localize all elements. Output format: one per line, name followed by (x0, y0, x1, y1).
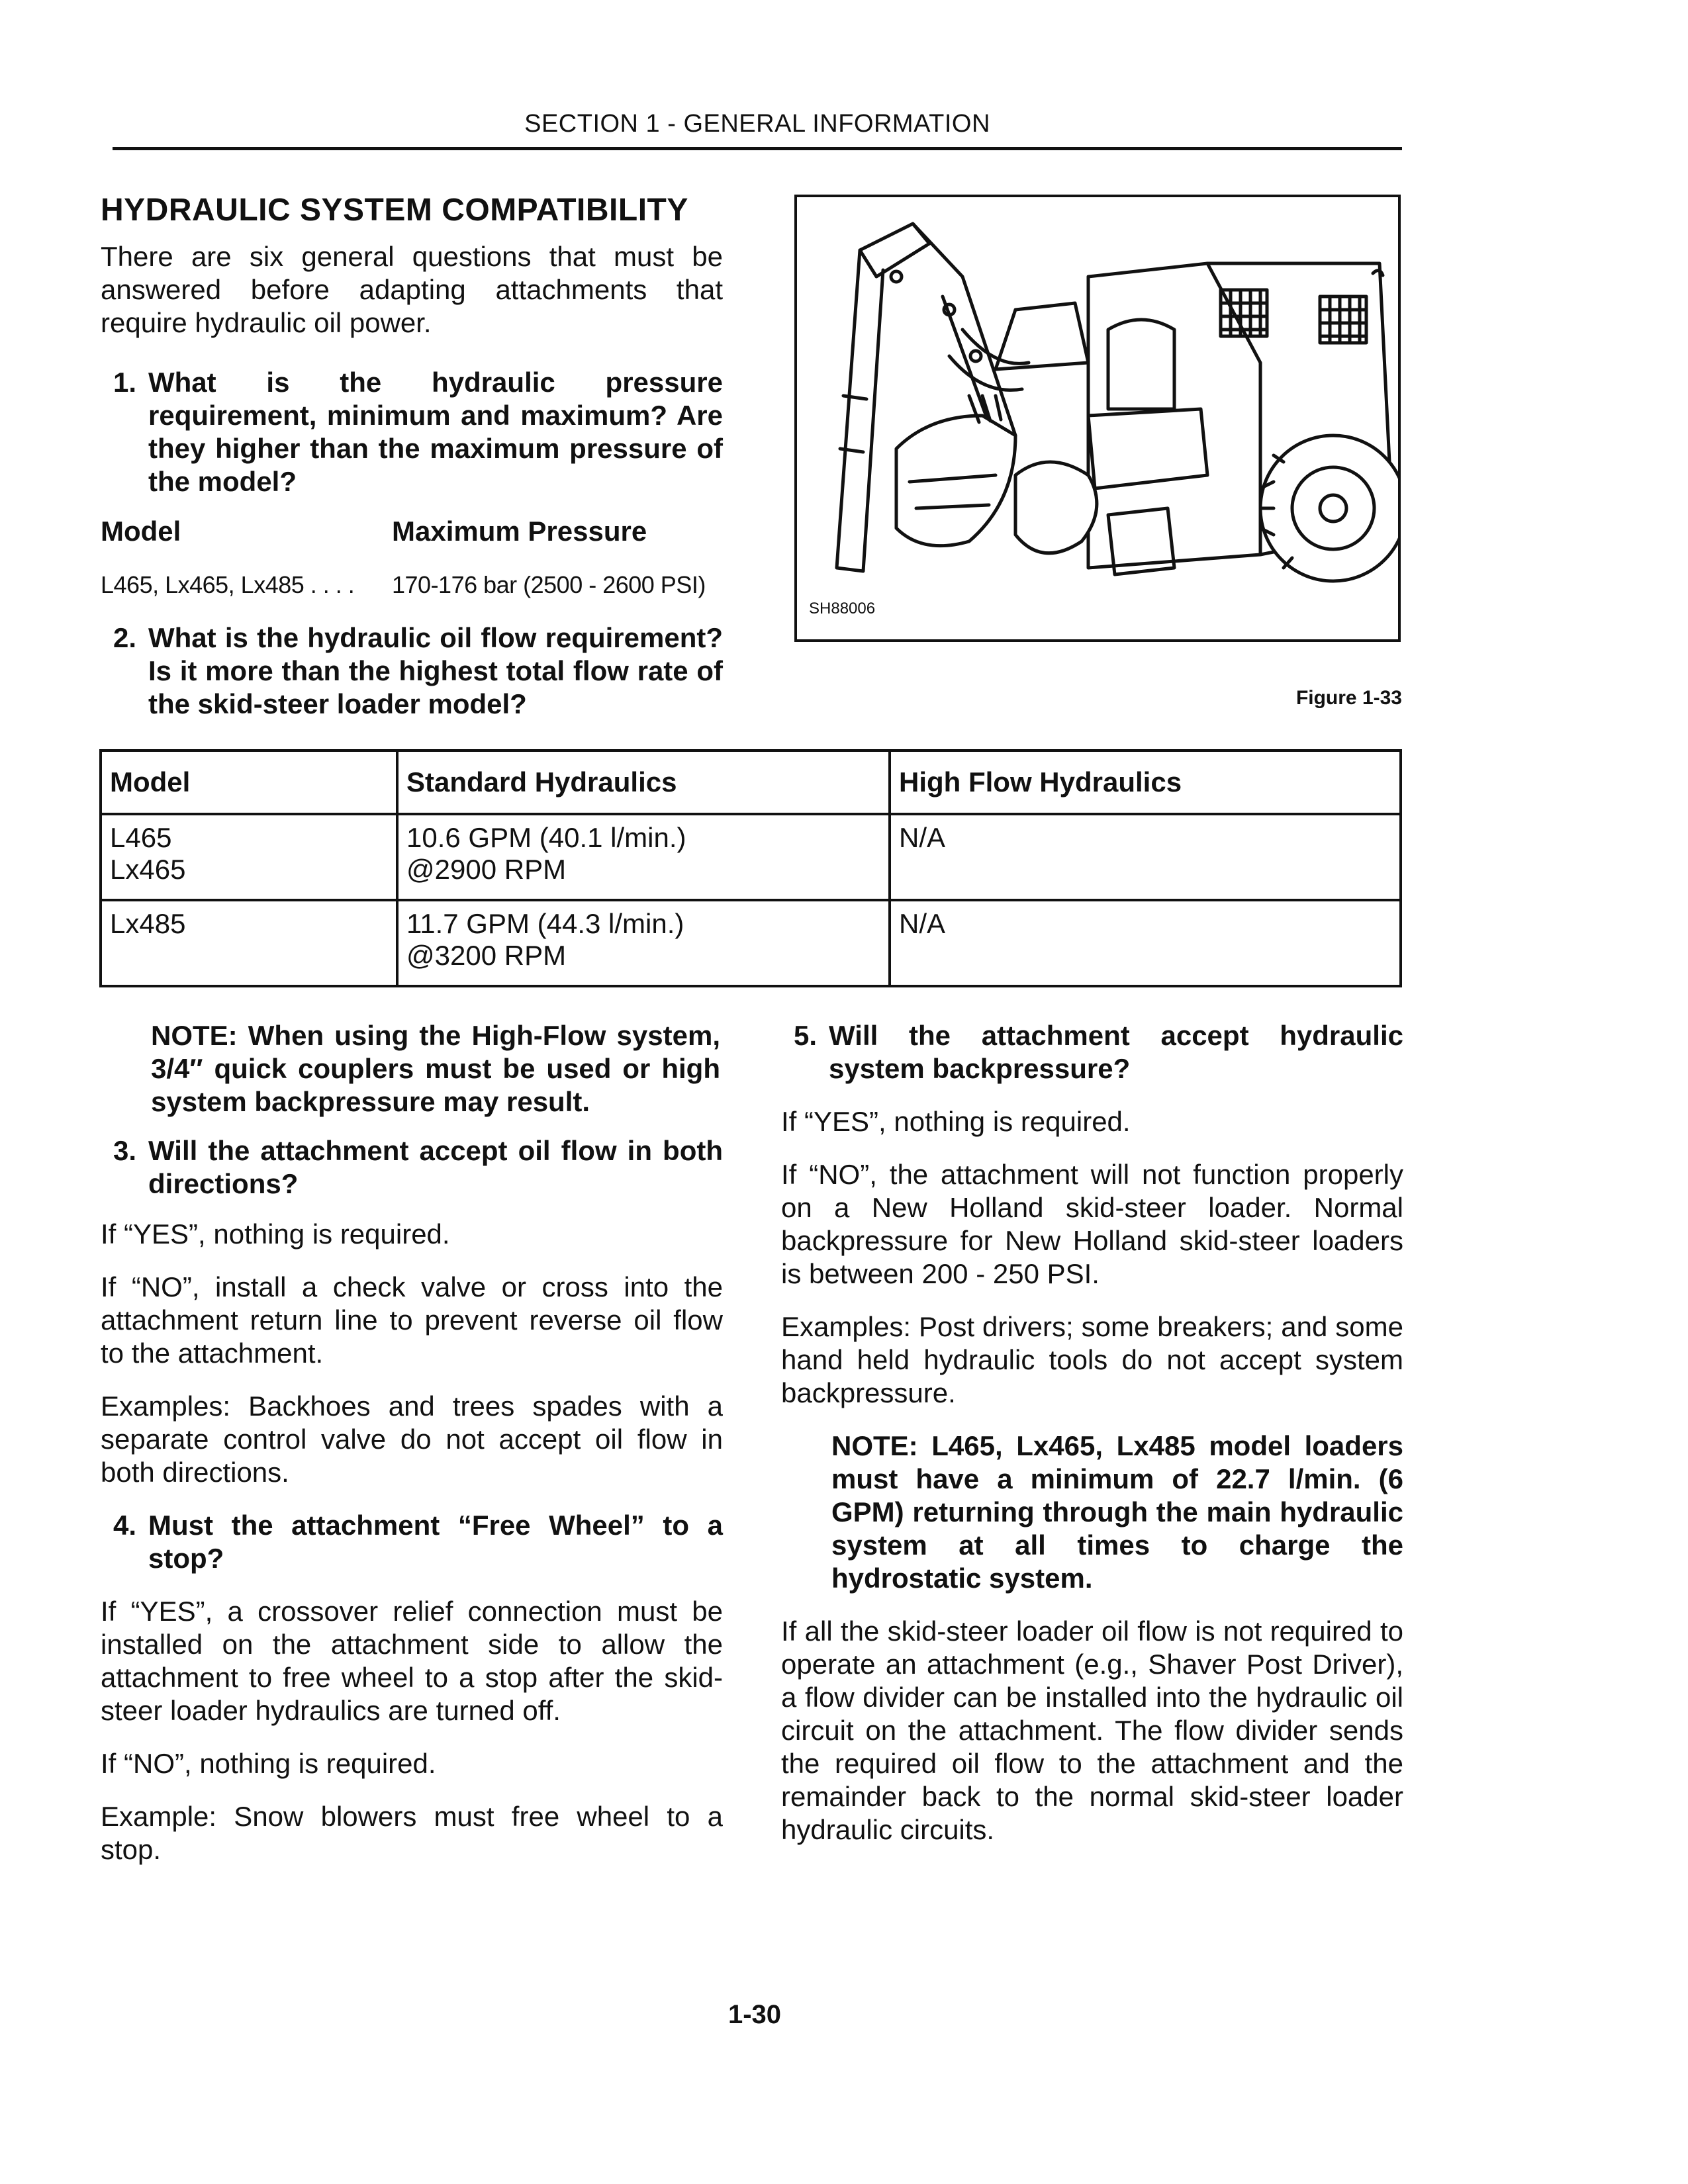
table-cell-highflow: N/A (890, 900, 1401, 986)
hydraulic-compat-intro-block (101, 192, 723, 721)
table-cell-highflow: N/A (890, 814, 1401, 900)
table-row (101, 900, 1401, 986)
table-cell-model (101, 814, 397, 900)
question-5-number: 5. (793, 1020, 817, 1051)
hydraulic-flow-table (99, 749, 1402, 987)
question-4-number: 4. (113, 1510, 136, 1541)
section-header: SECTION 1 - GENERAL INFORMATION (524, 110, 990, 138)
figure-id: SH88006 (809, 600, 876, 617)
header-divider (113, 147, 1402, 150)
question-4-text: Must the attachment “Free Wheel” to a stop? (148, 1510, 723, 1574)
question-2-number: 2. (113, 622, 136, 653)
pressure-header (101, 516, 723, 547)
question-3 (101, 1134, 723, 1201)
flow-divider-paragraph: If all the skid-steer loader oil flow is not required to operate an attachment (e.g., Shaver Post Driver), a flow divider can be installed into the hydraulic oil circuit on the attachment. The flow divider sends the required oil flow to the attachment and the remainder back to the normal skid-steer loader hydraulic circuits. (781, 1615, 1403, 1845)
pressure-header-model: Model (101, 516, 181, 547)
flow-rate: 11.7 GPM (44.3 l/min.) (406, 908, 684, 939)
pressure-row (101, 571, 723, 599)
table-cell-standard (397, 900, 890, 986)
question-1-number: 1. (113, 367, 136, 398)
question-5-text: Will the attachment accept hydraulic system backpressure? (829, 1020, 1403, 1084)
high-flow-note: NOTE: When using the High-Flow system, 3/4″ quick couplers must be used or high system backpressure may result. (151, 1020, 720, 1117)
question-2-text: What is the hydraulic oil flow requirement? Is it more than the highest total flow rate of the skid-steer loader model? (148, 622, 723, 719)
table-header-model: Model (101, 751, 397, 814)
right-column-lower (781, 1019, 1403, 1846)
pressure-header-max: Maximum Pressure (392, 516, 647, 547)
q5-yes-answer: If “YES”, nothing is required. (781, 1106, 1131, 1137)
page-number: 1-30 (727, 2000, 782, 2029)
q4-example: Example: Snow blowers must free wheel to a stop. (101, 1801, 723, 1865)
question-3-number: 3. (113, 1135, 136, 1166)
minimum-flow-note: NOTE: L465, Lx465, Lx485 model loaders must have a minimum of 22.7 l/min. (6 GPM) returning through the main hydraulic system at all times to charge the hydrostatic system. (831, 1430, 1403, 1594)
pressure-row-models: L465, Lx465, Lx485 . . . . (101, 571, 355, 598)
question-3-text: Will the attachment accept oil flow in both directions? (148, 1135, 723, 1199)
q5-no-answer: If “NO”, the attachment will not function properly on a New Holland skid-steer loader. Normal backpressure for New Holland skid-steer loaders is between 200 - 250 PSI. (781, 1159, 1403, 1289)
table-row (101, 814, 1401, 900)
question-1 (101, 366, 723, 498)
model-name: Lx465 (110, 854, 186, 885)
backhoe-loader-illustration (797, 197, 1398, 639)
figure-1-33 (794, 195, 1401, 642)
model-name: Lx485 (110, 908, 186, 939)
table-header-row (101, 751, 1401, 814)
q3-no-answer: If “NO”, install a check valve or cross into the attachment return line to prevent reverse oil flow to the attachment. (101, 1271, 723, 1369)
table-header-highflow: High Flow Hydraulics (890, 751, 1401, 814)
pressure-row-value: 170-176 bar (2500 - 2600 PSI) (392, 571, 706, 598)
q4-yes-answer: If “YES”, a crossover relief connection must be installed on the attachment side to allow the attachment to free wheel to a stop after the skid-steer loader hydraulics are turned off. (101, 1596, 723, 1726)
engine-rpm: @3200 RPM (406, 940, 567, 971)
table-cell-model (101, 900, 397, 986)
table-header-standard: Standard Hydraulics (397, 751, 890, 814)
question-4 (101, 1509, 723, 1575)
question-2 (101, 621, 723, 721)
q4-no-answer: If “NO”, nothing is required. (101, 1748, 436, 1779)
question-5 (781, 1019, 1403, 1085)
table-cell-standard (397, 814, 890, 900)
q3-yes-answer: If “YES”, nothing is required. (101, 1218, 450, 1250)
engine-rpm: @2900 RPM (406, 854, 567, 885)
intro-paragraph: There are six general questions that must be answered before adapting attachments that require hydraulic oil power. (101, 241, 723, 338)
left-column-lower (101, 1019, 723, 1866)
q5-examples: Examples: Post drivers; some breakers; and some hand held hydraulic tools do not accept system backpressure. (781, 1311, 1403, 1408)
figure-caption: Figure 1-33 (1295, 687, 1402, 709)
model-name: L465 (110, 822, 172, 853)
q3-examples: Examples: Backhoes and trees spades with a separate control valve do not accept oil flow in both directions. (101, 1390, 723, 1488)
section-title: HYDRAULIC SYSTEM COMPATIBILITY (101, 193, 688, 228)
question-1-text: What is the hydraulic pressure requirement, minimum and maximum? Are they higher than the maximum pressure of the model? (148, 367, 723, 497)
flow-rate: 10.6 GPM (40.1 l/min.) (406, 822, 686, 853)
